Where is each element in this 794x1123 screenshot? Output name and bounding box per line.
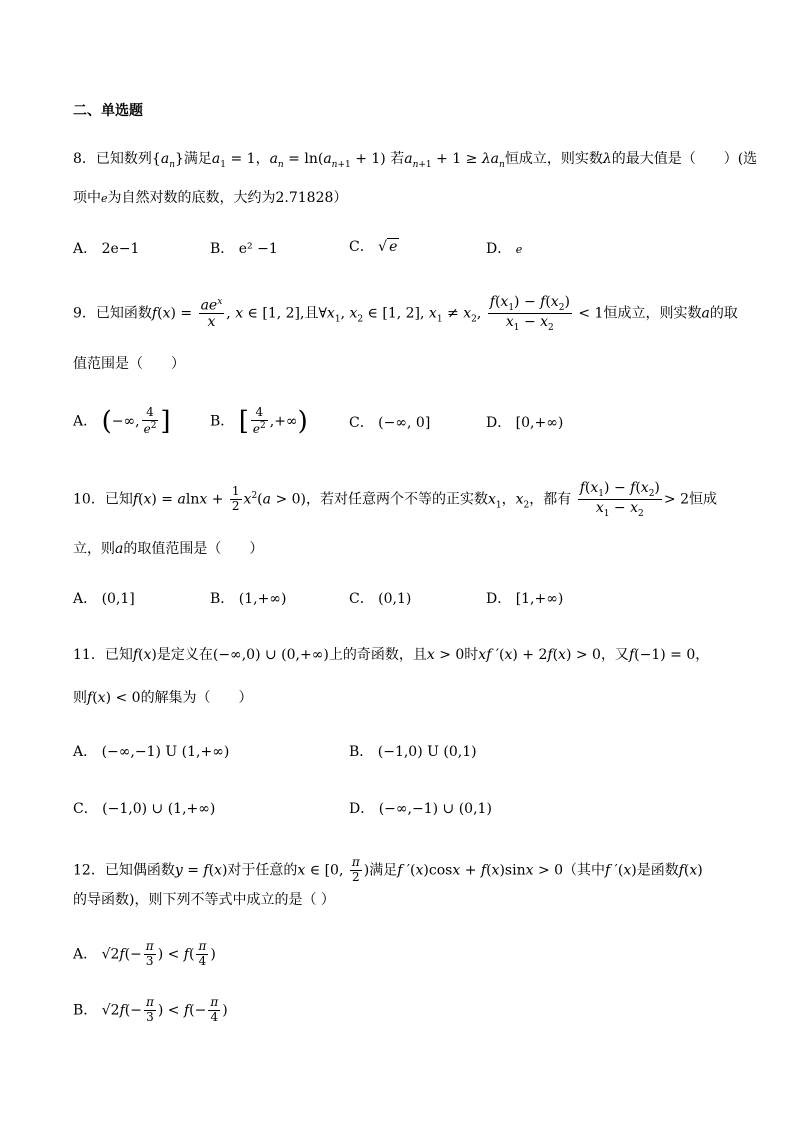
- q11-option-b[interactable]: B． (−1,0) U (0,1): [349, 744, 477, 760]
- q10-option-d[interactable]: D． [1,+∞): [486, 591, 564, 607]
- question-11-line-2: 则f(x) < 0的解集为（ ）: [73, 690, 253, 706]
- q9-option-a[interactable]: A． (−∞, $\frac{4}{e^2}$ ]: [73, 405, 171, 437]
- question-10-line-2: 立，则a的取值范围是（ ）: [73, 541, 264, 557]
- question-11: 11．已知f(x)是定义在(−∞,0) ∪ (0,+∞)上的奇函数，且x > 0时xf ′(x) + 2f(x) > 0，又f(−1) = 0，: [73, 647, 710, 663]
- q11-option-d[interactable]: D． (−∞,−1) ∪ (0,1): [349, 801, 492, 817]
- q9-option-b[interactable]: B． [ $\frac{4}{e^2}$ ,+∞): [210, 405, 308, 437]
- q9-option-c[interactable]: C． (−∞, 0]: [349, 415, 431, 431]
- question-8-line-2: 项中e为自然对数的底数，大约为2.71828）: [73, 190, 348, 206]
- q10-option-c[interactable]: C． (0,1): [349, 591, 412, 607]
- question-9: 9．已知函数f(x) = $\frac{ae^x}{x}$ , x ∈ [1, 2],且$\forall x_1$, $x_2$ ∈ [1, 2], $x_1 \ne x_2$, $\frac{f(x_1) - f(x_2)}{x_1 - x_2}$ < 1恒成立，则实数a的取: [73, 294, 738, 333]
- question-12: 12．已知偶函数y = f(x)对于任意的x ∈ [0, $\frac{\pi}{2}$ )满足f ′(x)cosx + f(x)sinx > 0（其中f ′(x)是函数f(x): [73, 855, 703, 884]
- q8-option-c[interactable]: C． √ e: [349, 239, 398, 255]
- question-8-line-1: 8．已知数列$\{a_n\}$满足$a_1 = 1$，$a_n = \ln(a_{n+1} + 1)$ 若$a_{n+1} + 1 \ge \lambda a_n$恒成立，则实数λ的最大值是（ ）(选: [73, 151, 758, 170]
- q9-option-d[interactable]: D． [0,+∞): [486, 415, 564, 431]
- q12-option-b[interactable]: B． √2f(− $\frac{\pi}{3}$ ) < f(− $\frac{\pi}{4}$ ): [73, 995, 228, 1024]
- q8-option-a[interactable]: A． 2e−1: [73, 241, 140, 257]
- question-8: [73, 152, 757, 170]
- question-9-line-2: 值范围是（ ）: [73, 356, 185, 372]
- q12-option-a[interactable]: A． √2f(− $\frac{\pi}{3}$ ) < f( $\frac{\pi}{4}$ ): [73, 939, 216, 968]
- q11-option-c[interactable]: C． (−1,0) ∪ (1,+∞): [73, 801, 216, 817]
- q10-option-b[interactable]: B． (1,+∞): [210, 591, 287, 607]
- question-12-line-2: 的导函数)，则下列不等式中成立的是（ ）: [73, 892, 335, 908]
- sqrt-e: √ e: [378, 239, 398, 255]
- section-title: 二、单选题: [73, 103, 143, 119]
- question-10: 10．已知f(x) = alnx + $\frac{1}{2}$ $x^2(a > 0)$，若对任意两个不等的正实数$x_1$，$x_2$，都有 $\frac{f(x_1) - f(x_2)}{x_1 - x_2}$ > 2恒成: [73, 480, 717, 519]
- q8-option-d[interactable]: D． e: [486, 241, 523, 257]
- q11-option-a[interactable]: A． (−∞,−1) U (1,+∞): [73, 744, 230, 760]
- q10-option-a[interactable]: A． (0,1]: [73, 591, 135, 607]
- q8-option-b[interactable]: B． e² −1: [210, 241, 278, 257]
